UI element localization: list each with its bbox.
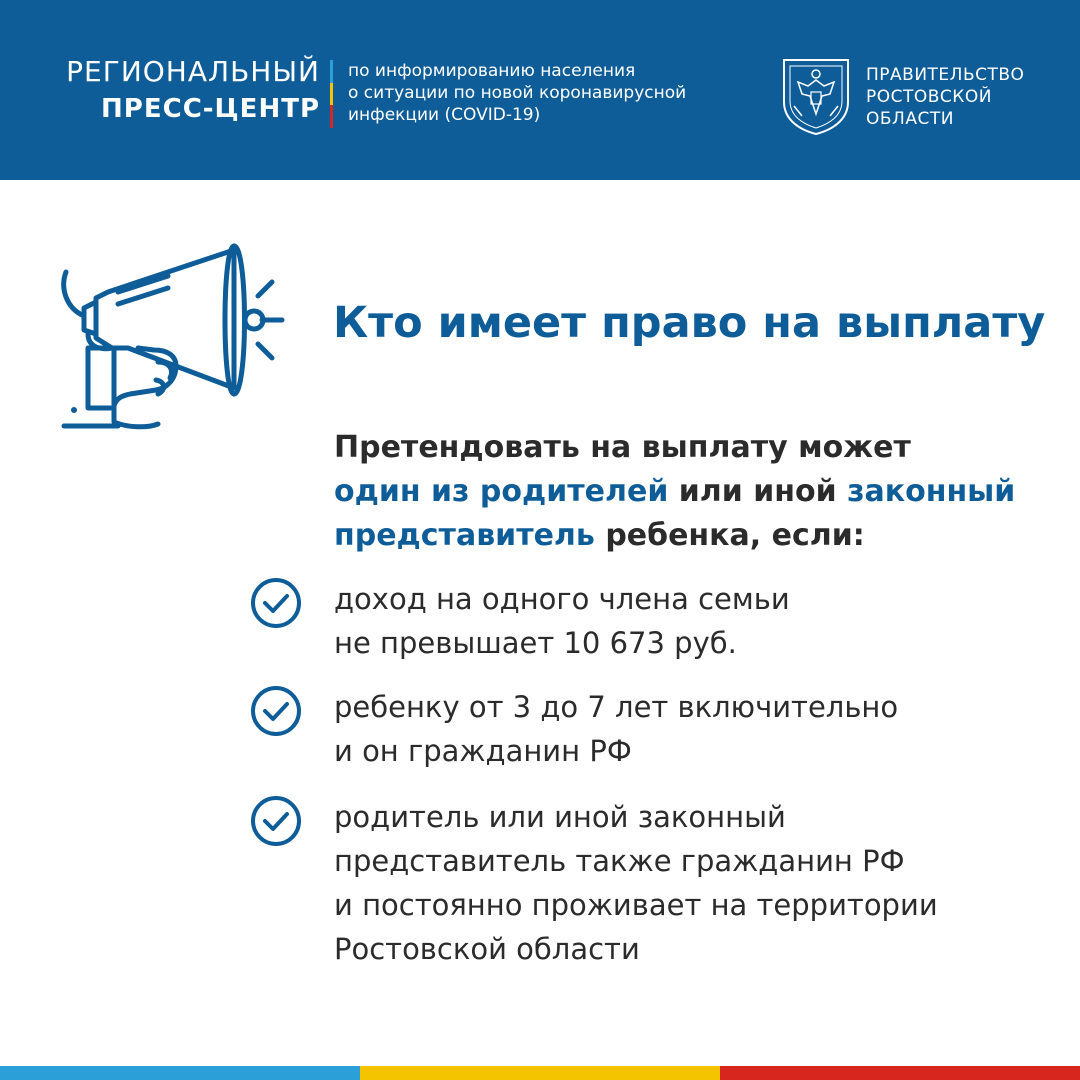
condition-text [334,577,1050,665]
brand-line-1: РЕГИОНАЛЬНЫЙ [66,55,320,88]
description-line: о ситуации по новой коронавирусной [348,83,687,103]
check-circle-icon [250,795,302,847]
footer-bar-red [720,1066,1080,1080]
megaphone-hand-icon [58,238,298,438]
government-name [866,64,1024,130]
intro-text: Претендовать на выплату может [334,430,911,465]
government-line: ПРАВИТЕЛЬСТВО [866,65,1025,85]
condition-text [334,795,1050,971]
condition-line: не превышает 10 673 руб. [334,626,737,660]
coat-of-arms-icon [780,56,852,136]
intro-paragraph [334,426,1054,558]
intro-highlight: представитель [334,518,595,553]
condition-text [334,685,1050,773]
intro-text: ребенка, если: [594,518,865,553]
header-banner [0,0,1080,180]
check-circle-icon [250,685,302,737]
government-line: РОСТОВСКОЙ [866,87,992,107]
condition-line: и постоянно проживает на территории [334,888,938,922]
intro-highlight: законный [847,474,1016,509]
intro-highlight: один из родителей [334,474,669,509]
tricolor-footer-bar [0,1066,1080,1080]
intro-text: или иной [668,474,848,509]
tricolor-divider [330,60,333,128]
description-line: инфекции (COVID-19) [348,105,541,125]
condition-line: представитель также гражданин РФ [334,844,905,878]
condition-line: родитель или иной законный [334,800,786,834]
page-title: Кто имеет право на выплату [333,298,1046,348]
footer-bar-blue [0,1066,360,1080]
government-line: ОБЛАСТИ [866,109,954,129]
check-circle-icon [250,577,302,629]
footer-bar-yellow [360,1066,720,1080]
brand-line-2: ПРЕСС-ЦЕНТР [101,94,320,124]
description-line: по информированию населения [348,61,636,81]
condition-line: Ростовской области [334,932,640,966]
brand-logo [66,55,320,124]
condition-line: ребенку от 3 до 7 лет включительно [334,690,899,724]
condition-line: и он гражданин РФ [334,734,632,768]
condition-line: доход на одного члена семьи [334,582,790,616]
press-center-description [348,60,686,126]
